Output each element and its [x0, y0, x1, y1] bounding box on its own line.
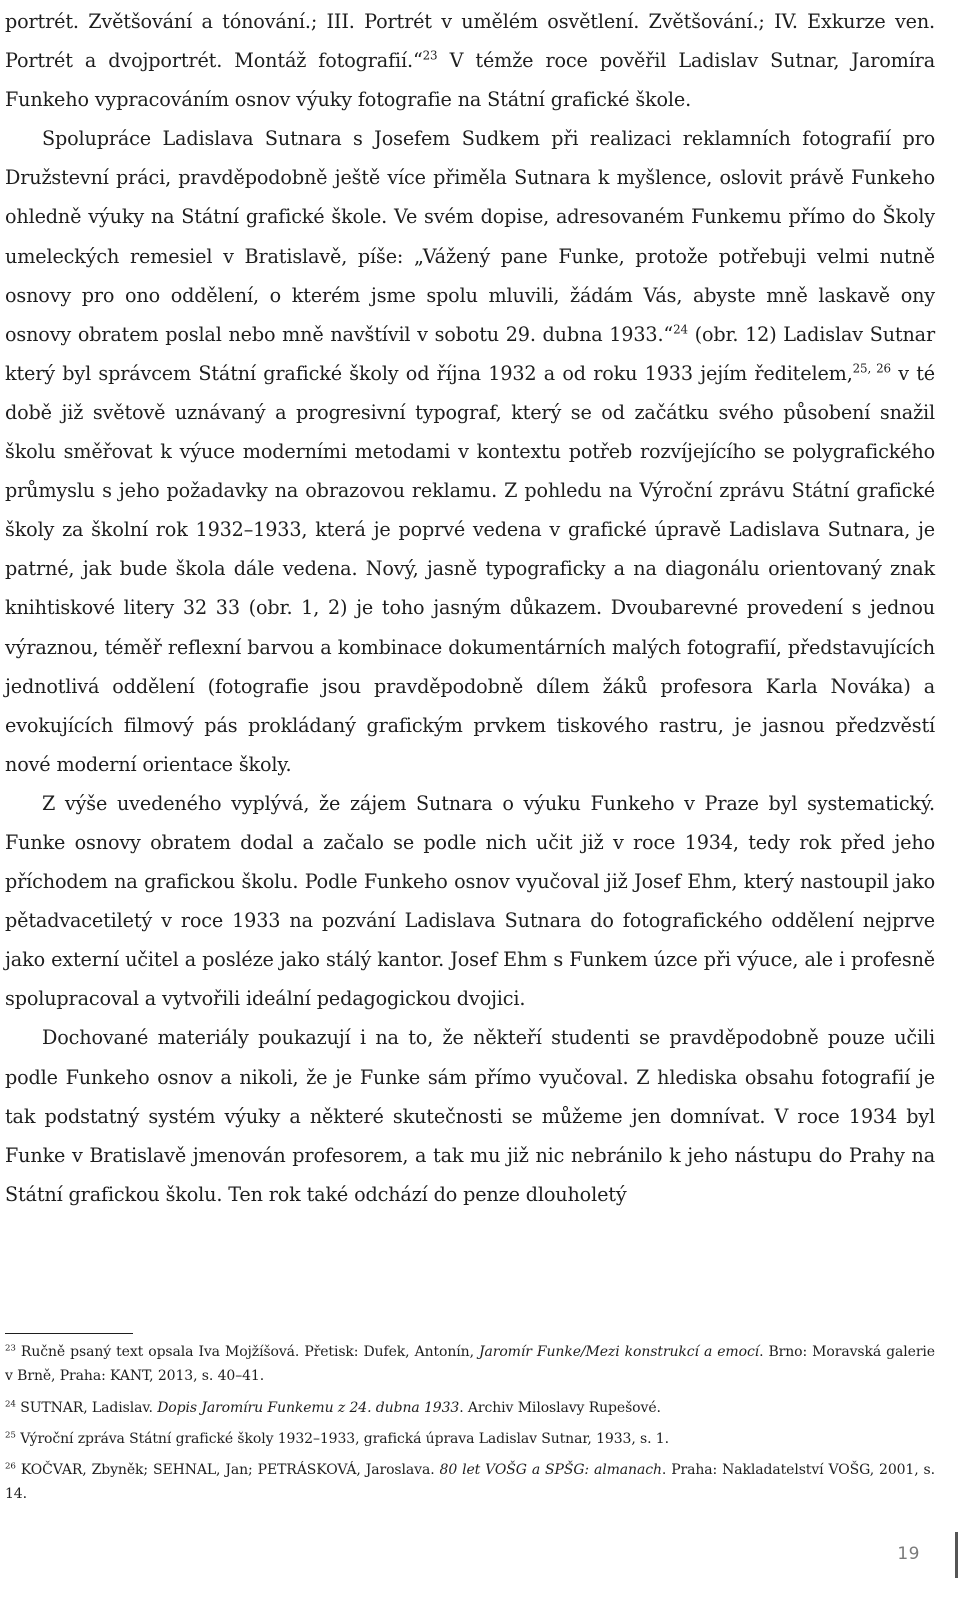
footnote-ref: 24 [673, 322, 688, 337]
page-number: 19 [897, 1544, 920, 1564]
paragraph: Dochované materiály poukazují i na to, že někteří studenti se pravděpodobně pouze učili podle Funkeho osnov a nikoli, že je Funke sám přímo vyučoval. Z hlediska obsahu fotografií je tak podstatný systém výuky a některé skutečnosti se můžeme jen domnívat. V roce 1934 byl Funke v Bratislavě jmenován profesorem, a tak mu již nic nebránilo k jeho nástupu do Prahy na Státní grafickou školu. Ten rok také odchází do penze dlouholetý [5, 1026, 935, 1206]
footnote-number: 24 [5, 1399, 16, 1410]
footnote: $^{24}$ SUTNAR, Ladislav. Dopis Jaromíru Funkemu z 24. dubna 1933. Archiv Miloslavy Rupešové. [5, 1399, 661, 1416]
footnote: $^{25}$ Výroční zpráva Státní grafické školy 1932–1933, grafická úprava Ladislav Sutnar, 1933, s. 1. [5, 1430, 669, 1447]
footnote-number: 25 [5, 1430, 16, 1441]
footnotes [5, 1340, 935, 1513]
footnote-ref: 25, 26 [852, 361, 891, 376]
footnote-number: 23 [5, 1343, 16, 1354]
footnote-ref: 23 [422, 48, 438, 63]
footnote: $^{23}$ Ručně psaný text opsala Iva Mojžíšová. Přetisk: Dufek, Antonín, Jaromír Funke/Mezi konstrukcí a emocí. Brno: Moravská galerie v Brně, Praha: KANT, 2013, s. 40–41. [5, 1343, 935, 1384]
body-text [5, 2, 935, 1214]
footnote: $^{26}$ KOČVAR, Zbyněk; SEHNAL, Jan; PETRÁSKOVÁ, Jaroslava. 80 let VOŠG a SPŠG: almanach. Praha: Nakladatelství VOŠG, 2001, s. 14. [5, 1461, 935, 1502]
paragraph: Z výše uvedeného vyplývá, že zájem Sutnara o výuku Funkeho v Praze byl systematický. Funke osnovy obratem dodal a začalo se podle nich učit již v roce 1934, tedy rok před jeho příchodem na grafickou školu. Podle Funkeho osnov vyučoval již Josef Ehm, který nastoupil jako pětadvacetiletý v roce 1933 na pozvání Ladislava Sutnara do fotografického oddělení nejprve jako externí učitel a posléze jako stálý kantor. Josef Ehm s Funkem úzce při výuce, ale i profesně spolupracoval a vytvořili ideální pedagogickou dvojici. [5, 791, 935, 1011]
paragraph: Spolupráce Ladislava Sutnara s Josefem Sudkem při realizaci reklamních fotografií pro Družstevní práci, pravděpodobně ještě více přiměla Sutnara k myšlence, oslovit právě Funkeho ohledně výuky na Státní grafické škole. Ve svém dopise, adresovaném Funkemu přímo do Školy umeleckých remesiel v Bratislavě, píše: „Vážený pane Funke, protože potřebuji velmi nutně osnovy pro ono oddělení, o kterém jsme spolu mluvili, žádám Vás, abyste mně laskavě ony osnovy obratem poslal nebo mně navštívil v sobotu 29. dubna 1933.“$^{24}$ (obr. 12) Ladislav Sutnar který byl správcem Státní grafické školy od října 1932 a od roku 1933 jejím ředitelem,$^{25, 26}$ v té době již světově uznávaný a progresivní typograf, který se od začátku svého působení snažil školu směřovat k výuce moderními metodami v kontextu potřeb rozvíjejícího se polygrafického průmyslu s jeho požadavky na obrazovou reklamu. Z pohledu na Výroční zprávu Státní grafické školy za školní rok 1932–1933, která je poprvé vedena v grafické úpravě Ladislava Sutnara, je patrné, jak bude škola dále vedena. Nový, jasně typograficky a na diagonálu orientovaný znak knihtiskové litery 32 33 (obr. 1, 2) je toho jasným důkazem. Dvoubarevné provedení s jednou výraznou, téměř reflexní barvou a kombinace dokumentárních malých fotografií, představujících jednotlivá oddělení (fotografie jsou pravděpodobně dílem žáků profesora Karla Nováka) a evokujících filmový pás prokládaný grafickým prvkem tiskového rastru, je jasnou předzvěstí nové moderní orientace školy. [5, 127, 935, 776]
footnote-divider [5, 1333, 133, 1334]
paragraph-continuation: portrét. Zvětšování a tónování.; III. Portrét v umělém osvětlení. Zvětšování.; IV. Exkurze ven. Portrét a dvojportrét. Montáž fotografií.“$^{23}$ V témže roce pověřil Ladislav Sutnar, Jaromíra Funkeho vypracováním osnov výuky fotografie na Státní grafické škole. [5, 10, 935, 112]
footnote-number: 26 [5, 1461, 16, 1472]
page-edge-marker [955, 1532, 958, 1578]
